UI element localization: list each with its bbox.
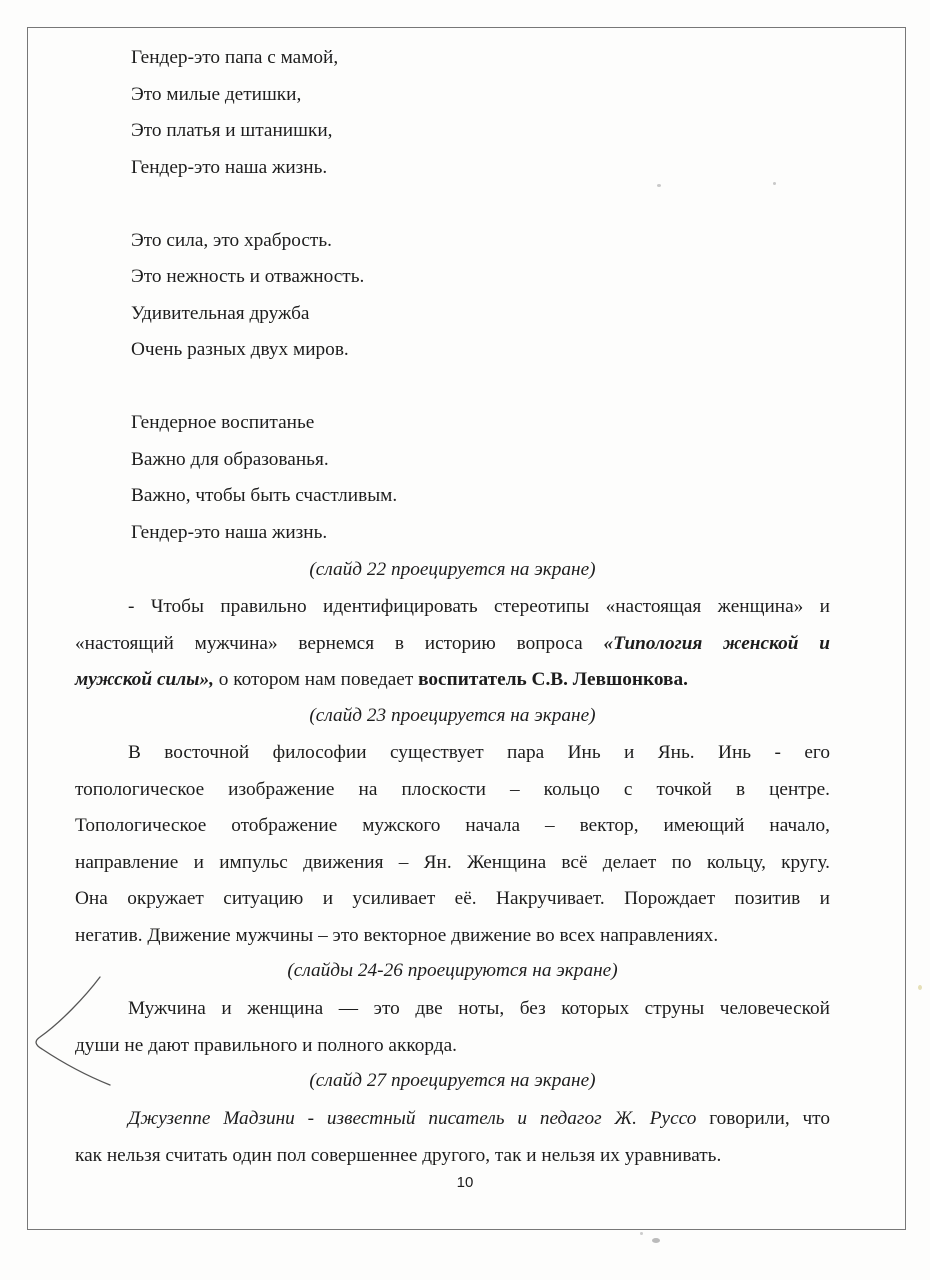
slide-caption: (слайды 24-26 проецируются на экране) xyxy=(287,960,618,981)
text-run: о котором нам поведает xyxy=(218,669,414,691)
poem-line: Это платья и штанишки, xyxy=(131,120,333,141)
paragraph-line: - Чтобы правильно идентифицировать стереотипы «настоящая женщина» и xyxy=(128,596,830,617)
paragraph-line: Она окружает ситуацию и усиливает её. Накручивает. Порождает позитив и xyxy=(75,888,830,910)
paragraph-line: Топологическое отображение мужского начала – вектор, имеющий начало, xyxy=(75,815,830,837)
topic-title: мужской силы», xyxy=(75,669,214,691)
slide-caption: (слайд 22 проецируется на экране) xyxy=(309,559,596,580)
poem-line: Гендерное воспитанье xyxy=(131,412,315,433)
scan-speck xyxy=(640,1232,643,1235)
poem-line: Очень разных двух миров. xyxy=(131,339,349,360)
poem-line: Это нежность и отважность. xyxy=(131,266,365,287)
paragraph-line: В восточной философии существует пара Инь и Янь. Инь - его xyxy=(128,742,830,763)
poem-line: Важно, чтобы быть счастливым. xyxy=(131,485,398,506)
poem-line: Гендер-это наша жизнь. xyxy=(131,157,328,178)
handwritten-mark-icon xyxy=(30,975,115,1090)
scan-speck xyxy=(918,985,922,990)
page-number: 10 xyxy=(456,1174,474,1191)
paragraph xyxy=(75,991,830,1064)
paragraph-line: как нельзя считать один пол совершеннее другого, так и нельзя их уравнивать. xyxy=(75,1144,722,1166)
scan-speck xyxy=(657,184,661,187)
text-run: говорили, что xyxy=(709,1108,830,1129)
paragraph xyxy=(75,735,830,955)
paragraph-line xyxy=(75,626,830,663)
paragraph-line: негатив. Движение мужчины – это векторное движение во всех направлениях. xyxy=(75,924,719,946)
poem-line: Это сила, это храбрость. xyxy=(131,230,332,251)
text-run: «настоящий мужчина» вернемся в историю вопроса xyxy=(75,632,583,654)
paragraph-line xyxy=(75,662,830,699)
topic-title: «Типология женской и xyxy=(603,632,830,654)
paragraph-line: души не дают правильного и полного аккорда. xyxy=(75,1034,457,1056)
paragraph-line: направление и импульс движения – Ян. Женщина всё делает по кольцу, кругу. xyxy=(75,851,830,873)
speaker-name: воспитатель С.В. Левшонкова. xyxy=(418,669,688,691)
poem-line: Удивительная дружба xyxy=(131,303,310,324)
paragraph xyxy=(75,1101,830,1174)
paragraph-line: топологическое изображение на плоскости – кольцо с точкой в центре. xyxy=(75,778,830,800)
poem-line: Это милые детишки, xyxy=(131,84,302,105)
slide-caption: (слайд 23 проецируется на экране) xyxy=(309,705,596,726)
quoted-authors: Джузеппе Мадзини - известный писатель и педагог Ж. Руссо xyxy=(128,1108,697,1129)
paragraph-line xyxy=(75,1101,830,1138)
poem-line: Гендер-это наша жизнь. xyxy=(131,522,328,543)
paragraph xyxy=(75,589,830,699)
slide-caption: (слайд 27 проецируется на экране) xyxy=(309,1070,596,1091)
scan-speck xyxy=(773,182,776,185)
scan-speck xyxy=(652,1238,660,1243)
poem-line: Важно для образованья. xyxy=(131,449,329,470)
paragraph-line: Мужчина и женщина — это две ноты, без которых струны человеческой xyxy=(128,998,830,1019)
poem-line: Гендер-это папа с мамой, xyxy=(131,47,339,68)
